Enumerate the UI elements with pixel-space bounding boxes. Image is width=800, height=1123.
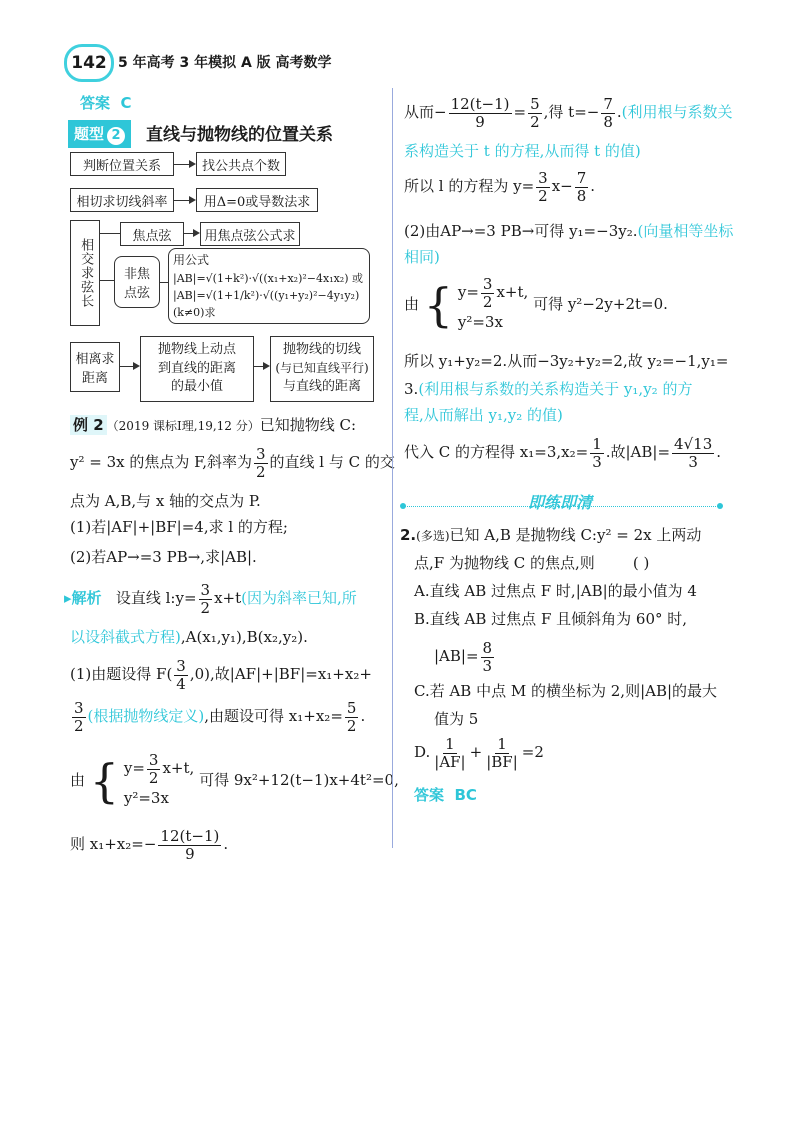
example-q2: (2)若AP→=3 PB→,求|AB|. [70,548,257,566]
solution-line-6: 则 x₁+x₂=− $\frac{12(t-1)}{9}$ . [70,827,229,863]
right-line-1: 从而− $\frac{12(t-1)}{9}$ = $\frac{5}{2}$ ,得 t=− $\frac{7}{8}$ .(利用根与系数关 [404,95,733,131]
diagram-formula: 用公式 |AB|=√(1+k²)·√((x₁+x₂)²−4x₁x₂) 或 |AB|=√(1+1/k²)·√((y₁+y₂)²−4y₁y₂) (k≠0)求 [168,248,370,324]
right-line-2: 系构造关于 t 的方程,从而得 t 的值) [404,142,641,160]
right-line-3: 所以 l 的方程为 y= $\frac{3}{2}$ x− $\frac{7}{8}$ . [404,169,596,205]
practice-answer: 答案 BC [414,786,477,804]
diagram-tangent: 相切求切线斜率 [70,188,174,212]
solution-label: ▸解析 [64,589,102,607]
right-line-8: 3.(利用根与系数的关系构造关于 y₁,y₂ 的方 [404,380,693,398]
example-line-2: y² = 3x 的焦点为 F,斜率为 $\frac{3}{2}$ 的直线 l 与 C 的交 [70,445,395,481]
band-dot-right [717,503,723,509]
diagram-focal-to: 用焦点弦公式求 [200,222,300,246]
practice-option-b: B.直线 AB 过焦点 F 且倾斜角为 60° 时, [414,610,688,628]
diagram-separate: 相离求 距离 [70,342,120,392]
answer-value: C [120,94,132,112]
answer-top [80,92,131,113]
right-line-4: (2)由AP→=3 PB→可得 y₁=−3y₂.(向量相等坐标 [404,222,734,240]
practice-option-b-value: |AB|= $\frac{8}{3}$ [434,639,493,675]
diagram-tangent-line: 抛物线的切线 (与已知直线平行) 与直线的距离 [270,336,374,402]
solution-line-4: $\frac{3}{2}$ (根据抛物线定义),由题设可得 x₁+x₂= $\frac{5}{2}$ . [74,699,366,735]
example-label: 例 2 [70,415,107,435]
topic-number: 2 [107,127,125,145]
topic-badge-label: 题型 [74,125,105,143]
band-dot-left [400,503,406,509]
diagram-min: 抛物线上动点 到直线的距离 的最小值 [140,336,254,402]
diagram-judge-to: 找公共点个数 [196,152,286,176]
diagram-focal: 焦点弦 [120,222,184,246]
practice-q-line-2: 点,F 为抛物线 C 的焦点,则 ( ) [414,554,650,572]
practice-q-line-1: 2.(多选)已知 A,B 是抛物线 C:y² = 2x 上两动 [400,526,702,544]
page-number: 142 [64,44,114,82]
diagram-intersect: 相交求弦长 [70,220,100,326]
solution-line-2: 以设斜截式方程),A(x₁,y₁),B(x₂,y₂). [70,628,308,646]
right-line-9: 程,从而解出 y₁,y₂ 的值) [404,406,563,424]
answer-label: 答案 [80,94,111,112]
example-line-3: 点为 A,B,与 x 轴的交点为 P. [70,492,261,510]
right-line-10: 代入 C 的方程得 x₁=3,x₂= $\frac{1}{3}$ .故|AB|= $\frac{4√13}{3}$ . [404,435,722,471]
topic-title: 直线与抛物线的位置关系 [146,125,333,145]
diagram-nonfocal: 非焦 点弦 [114,256,160,308]
diagram-judge: 判断位置关系 [70,152,174,176]
example-line-1: 例 2 （2019 课标Ⅰ理,19,12 分）已知抛物线 C: [70,414,356,435]
practice-band-title: 即练即清 [528,493,593,512]
solution-line-1: ▸解析 设直线 l:y= $\frac{3}{2}$ x+t(因为斜率已知,所 [64,581,357,617]
right-line-5: 相同) [404,248,440,266]
example-q1: (1)若|AF|+|BF|=4,求 l 的方程; [70,518,288,536]
right-line-7: 所以 y₁+y₂=2.从而−3y₂+y₂=2,故 y₂=−1,y₁= [404,352,729,370]
practice-option-c-2: 值为 5 [434,710,479,728]
solution-line-3: (1)由题设得 F( $\frac{3}{4}$ ,0),故|AF|+|BF|=x₁+x₂+ [70,657,372,693]
practice-option-d: D. $\frac{1}{|AF|}$ + $\frac{1}{|BF|}$ =2 [414,735,544,771]
topic-badge [68,120,131,148]
practice-option-a: A.直线 AB 过焦点 F 时,|AB|的最小值为 4 [414,582,697,600]
solution-system-1: 由 { y= $\frac{3}{2}$ x+t, y²=3x 可得 9x²+12(t−1)x+4t²=0, [70,751,399,808]
book-title: 5 年高考 3 年模拟 A 版 高考数学 [118,55,332,71]
column-divider [392,88,393,848]
diagram-tangent-to: 用Δ=0或导数法求 [196,188,318,212]
practice-option-c: C.若 AB 中点 M 的横坐标为 2,则|AB|的最大 [414,682,718,700]
example-source: （2019 课标Ⅰ理,19,12 分） [106,419,260,433]
right-system: 由 { y= $\frac{3}{2}$ x+t, y²=3x 可得 y²−2y+2t=0. [404,275,668,332]
